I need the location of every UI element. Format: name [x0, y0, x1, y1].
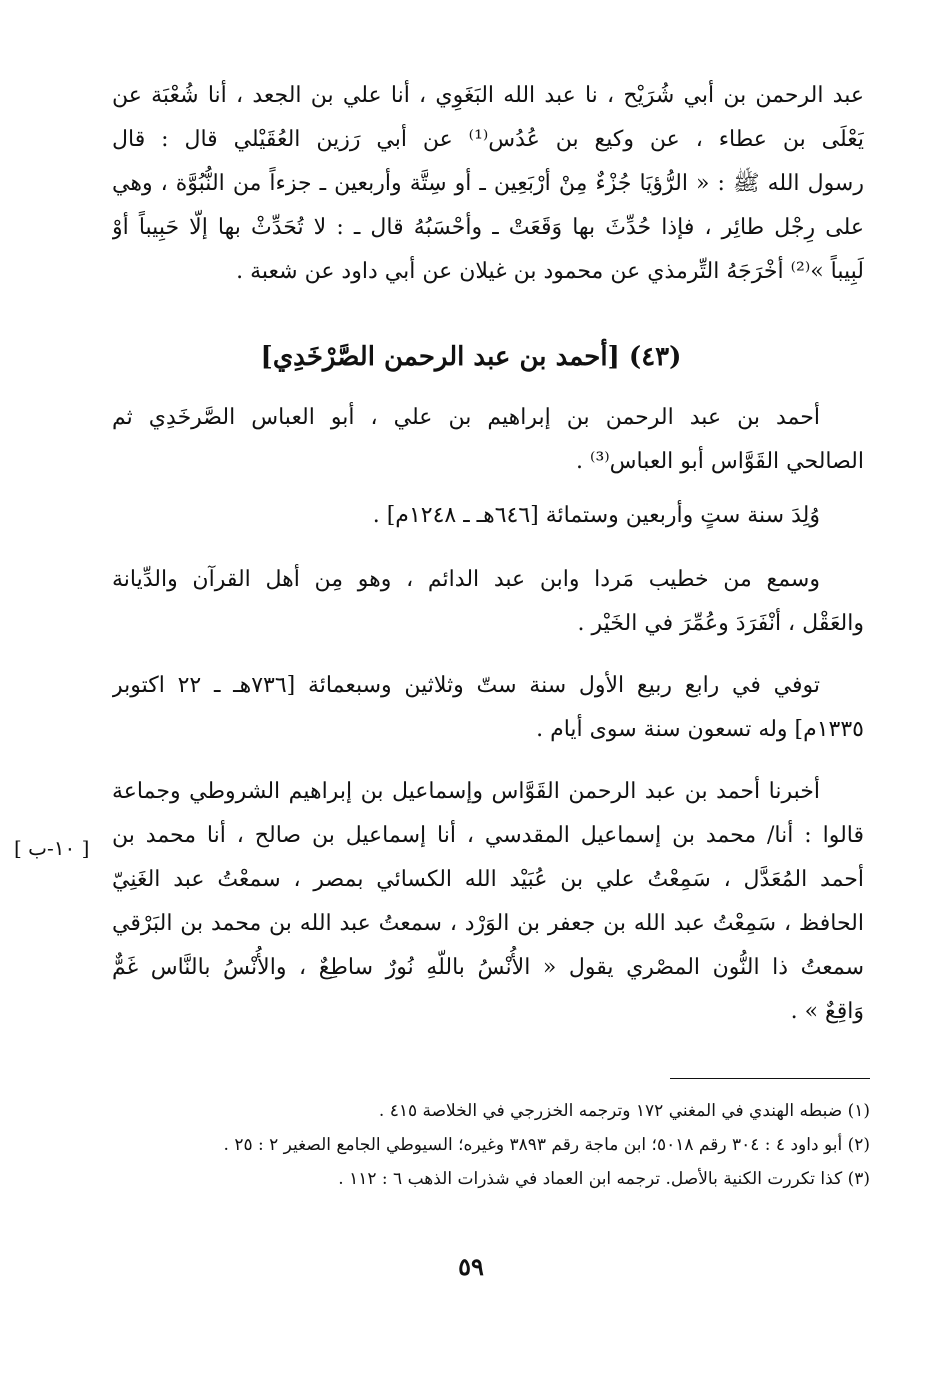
text-line: وسمع من خطيب مَردا وابن عبد الدائم ، وهو مِن أهل القرآن والدِّيانة [112, 567, 820, 592]
text-line: ١٣٣٥م] وله تسعون سنة سوى أيام . [536, 717, 864, 742]
footnote: (١) ضبطه الهندي في المغني ١٧٢ وترجمه الخزرجي في الخلاصة ٤١٥ . [378, 1101, 870, 1121]
text-line: لَبِيباً »⁽²⁾ أخْرَجَهُ التِّرمذي عن محمود بن غيلان عن أبي داود عن شعبة . [236, 259, 864, 284]
text-line: قالوا : أنا/ محمد بن إسماعيل المقدسي ، أنا إسماعيل بن صالح ، أنا محمد بن [112, 823, 864, 848]
text-line: وَاقِعٌ » . [790, 999, 864, 1024]
text-line: أحمد المُعَدَّل ، سَمِعْتُ علي بن عُبَيْد الله الكسائي بمصر ، سمعْتُ عبد الغَنِيّ [112, 867, 864, 892]
study-paragraph [112, 558, 864, 646]
text-line: على رِجْل طائِر ، فإذا حُدِّثَ بها وَقَعَتْ ـ وأحْسَبُهُ قال ـ : لا تُحَدِّثْ بها إلّا حَبِيباً أوْ [112, 215, 864, 240]
text-line: وُلِدَ سنة ستٍ وأربعين وستمائة [٦٤٦هـ ـ ١٢٤٨م] . [372, 503, 820, 528]
footnotes [90, 1094, 870, 1196]
birth-paragraph [112, 494, 864, 538]
text-line: الحافظ ، سَمِعْتُ عبد الله بن جعفر بن الوَرْد ، سمعتُ عبد الله بن محمد بن البَرْقي [112, 911, 864, 936]
hadith-paragraph [112, 74, 864, 294]
text-line: عبد الرحمن بن أبي شُرَيْح ، نا عبد الله البَغَوِي ، أنا علي بن الجعد ، أنا شُعْبَة عن [112, 83, 864, 108]
entry-heading: (٤٣) [أحمد بن عبد الرحمن الصَّرْخَدِي] [260, 342, 682, 372]
footnote: (٢) أبو داود ٤ : ٣٠٤ رقم ٥٠١٨؛ ابن ماجة رقم ٣٨٩٣ وغيره؛ السيوطي الجامع الصغير ٢ : ٢٥ . [223, 1135, 870, 1155]
death-paragraph [112, 664, 864, 752]
page-number: ٥٩ [458, 1252, 484, 1281]
text-line: أحمد بن عبد الرحمن بن إبراهيم بن علي ، أبو العباس الصَّرخَدِي ثم [112, 405, 820, 430]
text-line: والعَقْل ، أنْفَرَدَ وعُمِّرَ في الخَيْر . [577, 611, 864, 636]
text-line: رسول الله ﷺ : « الرُّؤيَا جُزْءٌ مِنْ أرْبَعِين ـ أو سِتَّة وأربعين ـ جزءاً من النُّبُوَّة ، وهي [112, 171, 864, 196]
text-line: سمعتُ ذا النُّون المصْري يقول « الأُنْسُ باللّهِ نُورٌ ساطِعٌ ، والأُنْسُ بالنَّاس غَمٌّ [112, 955, 864, 980]
footnote: (٣) كذا تكررت الكنية بالأصل. ترجمه ابن العماد في شذرات الذهب ٦ : ١١٢ . [338, 1169, 870, 1189]
footnote-divider [670, 1078, 870, 1079]
text-line: يَعْلَى بن عطاء ، عن وكيع بن عُدُس⁽¹⁾ عن أبي رَزين العُقَيْلي قال : قال [112, 127, 864, 152]
text-line: الصالحي القَوَّاس أبو العباس⁽³⁾ . [576, 449, 864, 474]
text-line: توفي في رابع ربيع الأول سنة ستّ وثلاثين وسبعمائة [٧٣٦هـ ـ ٢٢ اكتوبر [112, 673, 820, 698]
text-line: أخبرنا أحمد بن عبد الرحمن القَوَّاس وإسماعيل بن إبراهيم الشروطي وجماعة [112, 779, 820, 804]
biography-intro [112, 396, 864, 484]
narration-paragraph [112, 770, 864, 1034]
manuscript-folio-note: [ ١٠-ب ] [14, 836, 90, 860]
